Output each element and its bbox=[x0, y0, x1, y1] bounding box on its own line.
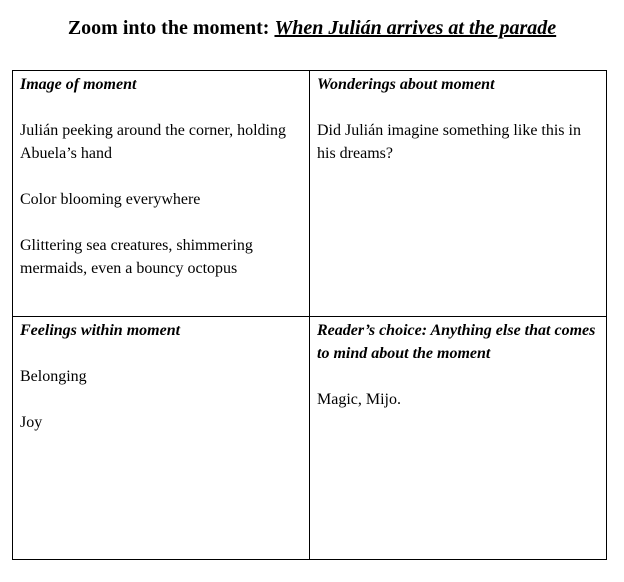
image-of-moment-line: Color blooming everywhere bbox=[20, 191, 201, 208]
cell-heading-image-of-moment: Image of moment bbox=[20, 76, 137, 93]
cell-heading-feelings: Feelings within moment bbox=[20, 322, 181, 339]
title-prefix: Zoom into the moment: bbox=[67, 17, 275, 39]
image-of-moment-line: Glittering sea creatures, shimmering mermaids, even a bouncy octopus bbox=[20, 237, 253, 277]
wonderings-line: Did Julián imagine something like this in his dreams? bbox=[317, 122, 581, 162]
page-title bbox=[0, 14, 624, 42]
readers-choice-line: Magic, Mijo. bbox=[317, 391, 401, 408]
feelings-line: Belonging bbox=[20, 368, 87, 385]
title-moment: When Julián arrives at the parade bbox=[274, 17, 557, 39]
feelings-line: Joy bbox=[20, 414, 43, 431]
cell-readers-choice bbox=[310, 317, 606, 559]
cell-heading-readers-choice: Reader’s choice: Anything else that comes to mind about the moment bbox=[317, 322, 596, 362]
cell-feelings bbox=[13, 317, 310, 559]
moment-table bbox=[12, 70, 607, 560]
image-of-moment-line: Julián peeking around the corner, holding Abuela’s hand bbox=[20, 122, 286, 162]
cell-heading-wonderings: Wonderings about moment bbox=[317, 76, 495, 93]
cell-image-of-moment bbox=[13, 71, 310, 317]
cell-wonderings bbox=[310, 71, 606, 317]
